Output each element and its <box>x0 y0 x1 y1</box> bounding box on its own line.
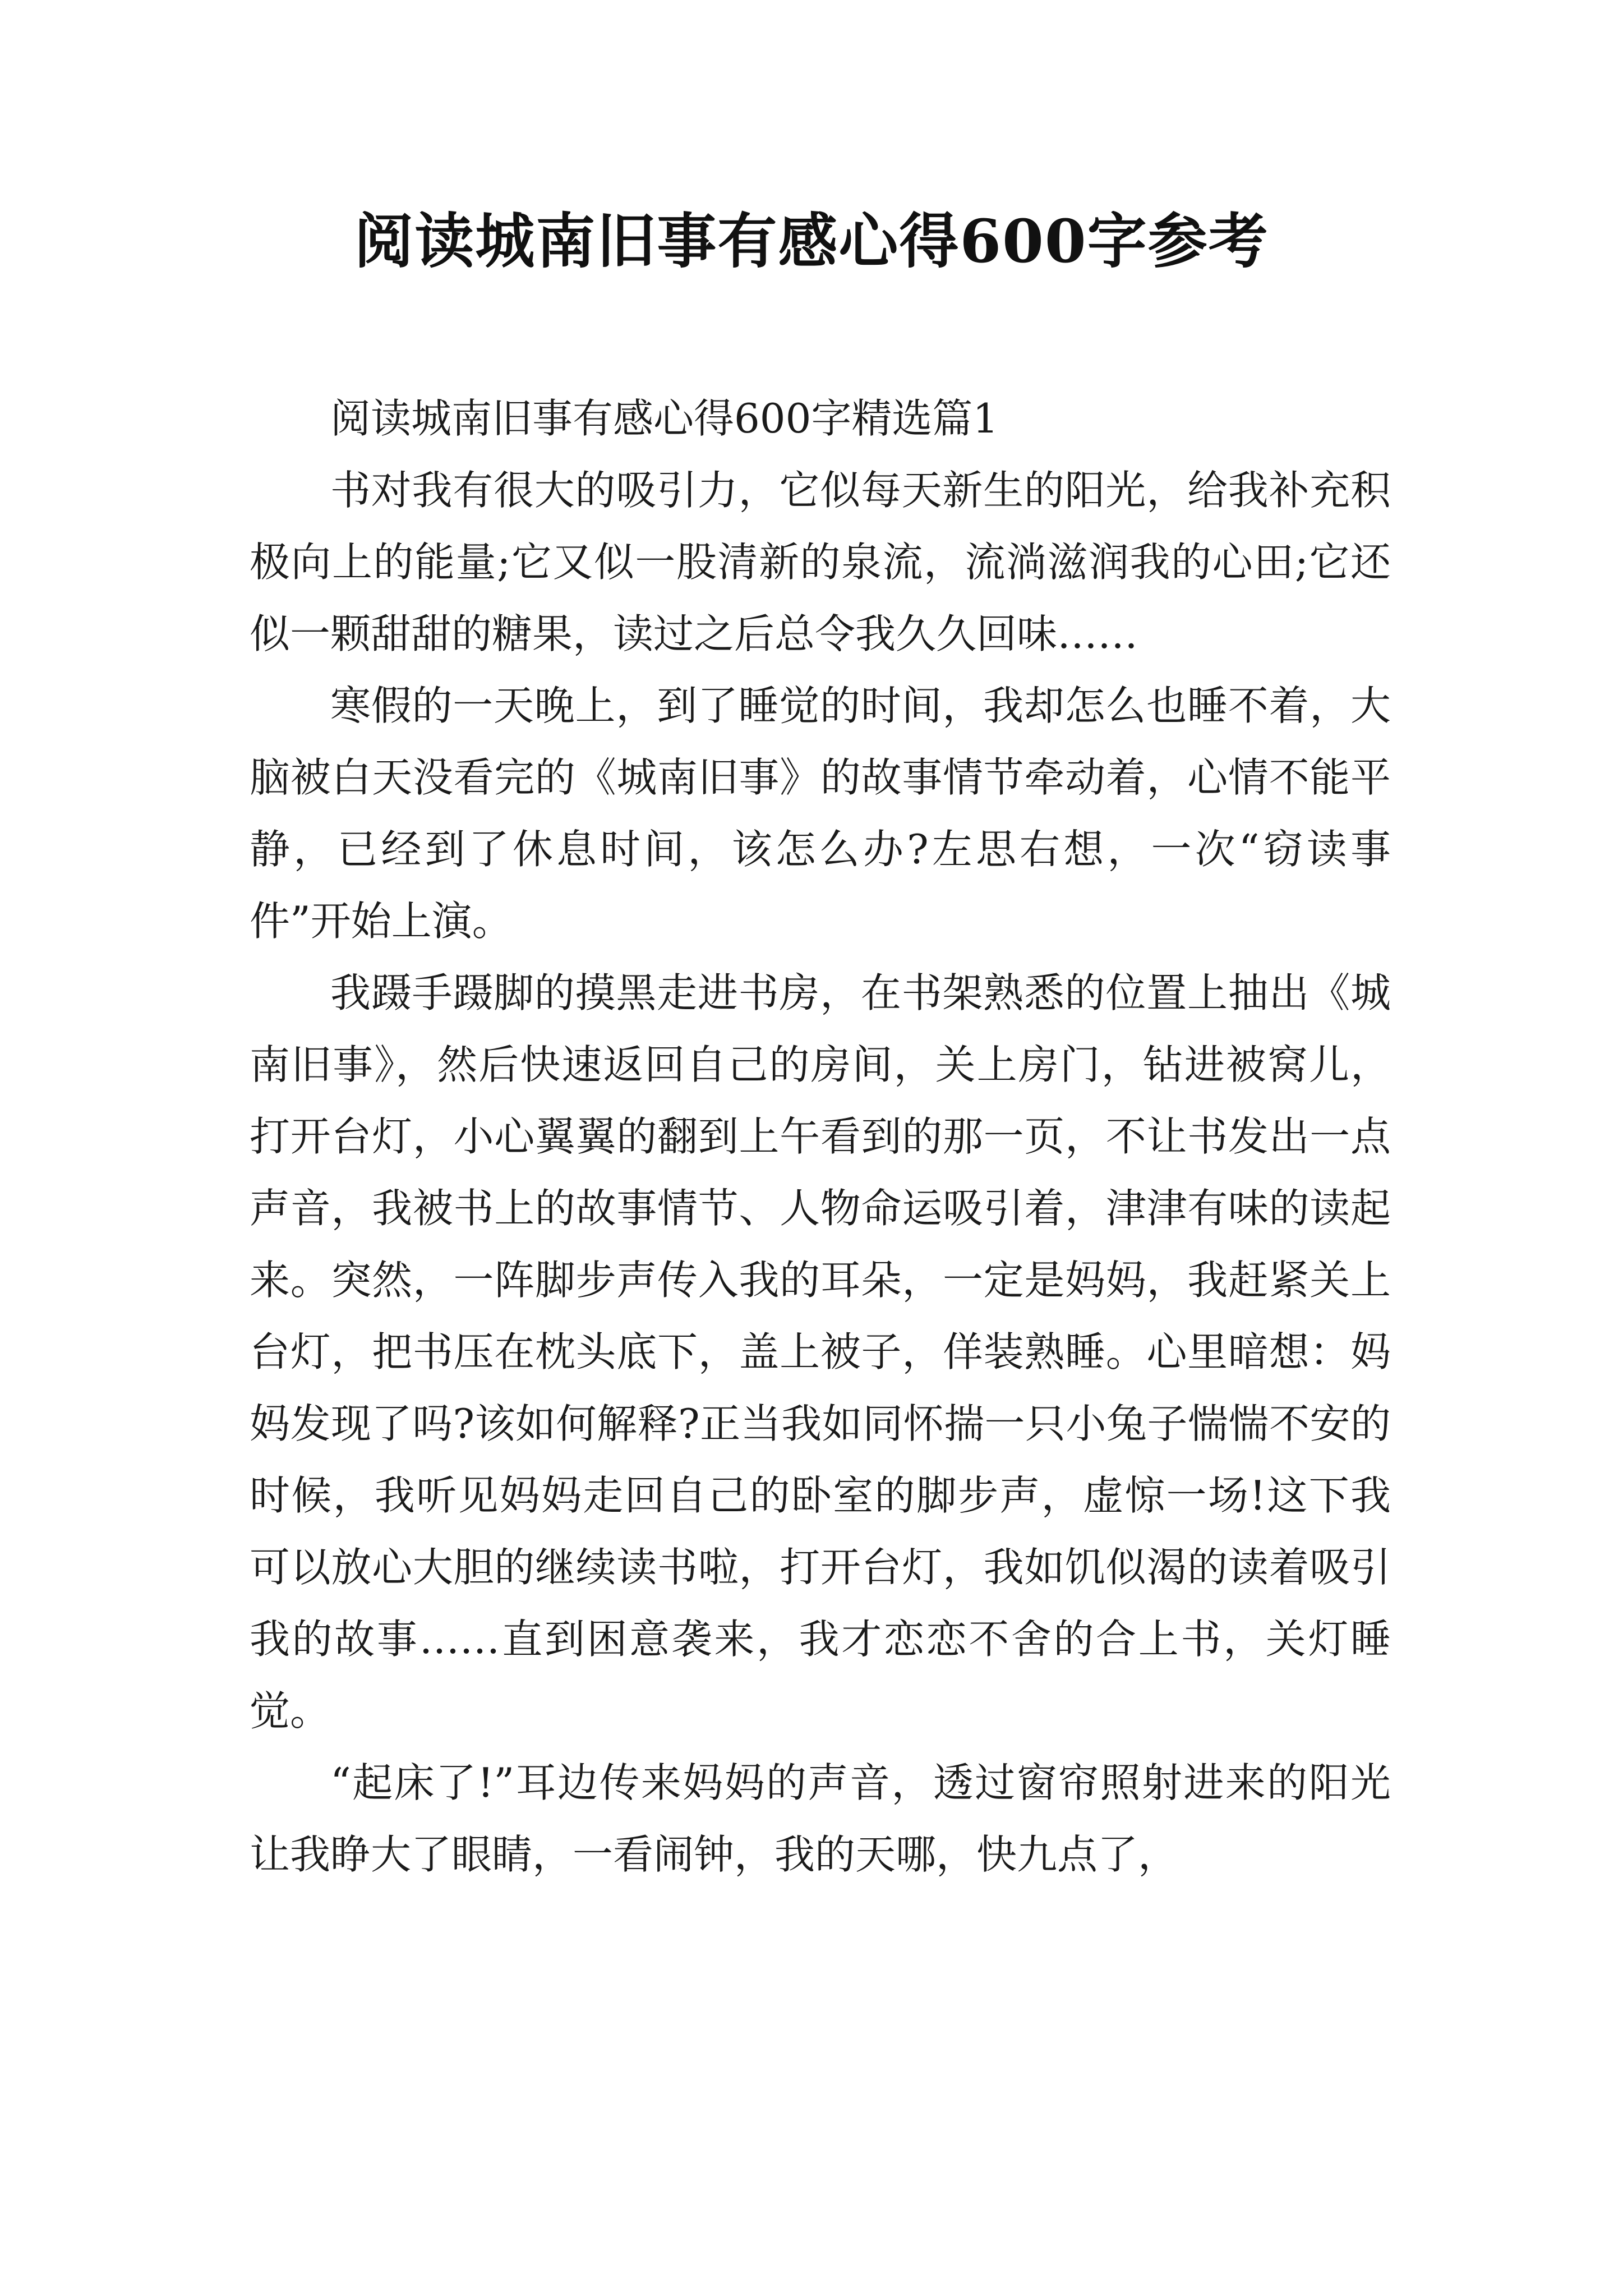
paragraph-2: 寒假的一天晚上，到了睡觉的时间，我却怎么也睡不着，大脑被白天没看完的《城南旧事》的故事情节牵动着，心情不能平静，已经到了休息时间，该怎么办?左思右想，一次“窃读事件”开始上演。 <box>250 682 1391 945</box>
paragraph-4: “起床了!”耳边传来妈妈的声音，透过窗帘照射进来的阳光让我睁大了眼睛，一看闹钟，我的天哪，快九点了， <box>250 1759 1391 1878</box>
document-title: 阅读城南旧事有感心得600字参考 <box>354 206 1269 276</box>
paragraph-1: 书对我有很大的吸引力，它似每天新生的阳光，给我补充积极向上的能量;它又似一股清新的泉流，流淌滋润我的心田;它还似一颗甜甜的糖果，读过之后总令我久久回味…… <box>250 467 1391 657</box>
section-heading: 阅读城南旧事有感心得600字精选篇1 <box>330 395 999 442</box>
paragraph-3: 我蹑手蹑脚的摸黑走进书房，在书架熟悉的位置上抽出《城南旧事》，然后快速返回自己的房间，关上房门，钻进被窝儿，打开台灯，小心翼翼的翻到上午看到的那一页，不让书发出一点声音，我被书上的故事情节、人物命运吸引着，津津有味的读起来。突然，一阵脚步声传入我的耳朵，一定是妈妈，我赶紧关上台灯，把书压在枕头底下，盖上被子，佯装熟睡。心里暗想：妈妈发现了吗?该如何解释?正当我如同怀揣一只小兔子惴惴不安的时候，我听见妈妈走回自己的卧室的脚步声，虚惊一场!这下我可以放心大胆的继续读书啦，打开台灯，我如饥似渴的读着吸引我的故事……直到困意袭来，我才恋恋不舍的合上书，关灯睡觉。 <box>250 969 1391 1734</box>
document-body <box>250 383 1391 1890</box>
